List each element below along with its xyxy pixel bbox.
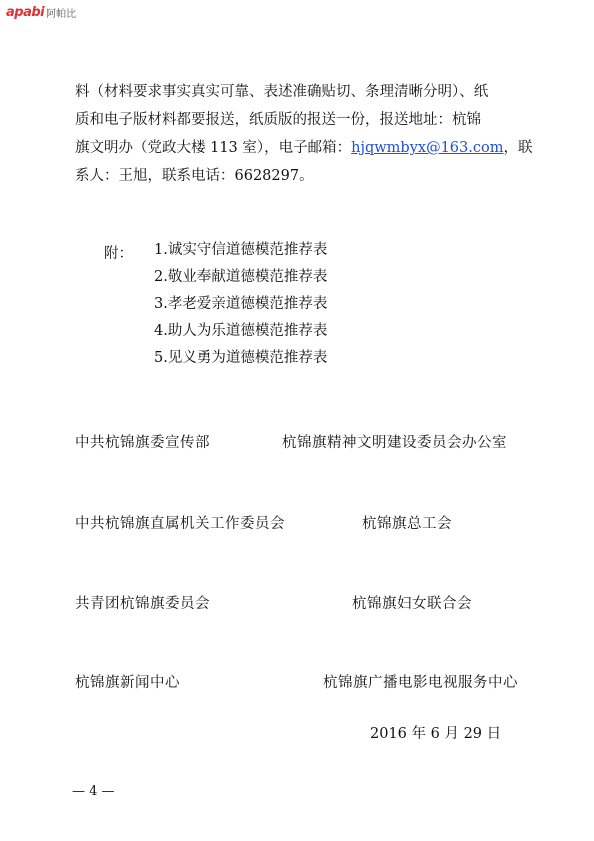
- attachment-item: 3.孝老爱亲道德模范推荐表: [154, 296, 328, 312]
- body-line-3: [75, 134, 533, 162]
- email-link[interactable]: hjqwmbyx@163.com: [351, 140, 504, 156]
- attachments-label: 附：: [104, 246, 133, 262]
- body-line-1: 料（材料要求事实真实可靠、表述准确贴切、条理清晰分明）、纸: [75, 84, 489, 100]
- body-line-3-text: 旗文明办（党政大楼 113 室），电子邮箱：: [75, 140, 352, 156]
- org-womens-federation: 杭锦旗妇女联合会: [352, 596, 472, 612]
- org-youth-league: 共青团杭锦旗委员会: [75, 596, 210, 612]
- body-paragraph: [75, 78, 533, 190]
- org-propaganda-dept: 中共杭锦旗委宣传部: [75, 435, 210, 451]
- apabi-name: 阿帕比: [46, 9, 77, 20]
- page-number: — 4 —: [72, 784, 115, 799]
- body-line-4: 系人：王旭，联系电话：6628297。: [75, 168, 314, 184]
- org-broadcast-center: 杭锦旗广播电影电视服务中心: [323, 675, 518, 691]
- attachment-item: 1.诚实守信道德模范推荐表: [154, 242, 328, 258]
- org-news-center: 杭锦旗新闻中心: [75, 675, 180, 691]
- body-line-2: 质和电子版材料都要报送，纸质版的报送一份，报送地址：杭锦: [75, 112, 481, 128]
- attachment-item: 4.助人为乐道德模范推荐表: [154, 323, 328, 339]
- attachment-item: 2.敬业奉献道德模范推荐表: [154, 269, 328, 285]
- org-civilization-office: 杭锦旗精神文明建设委员会办公室: [282, 435, 507, 451]
- attachment-item: 5.见义勇为道德模范推荐表: [154, 350, 328, 366]
- document-date: 2016 年 6 月 29 日: [370, 726, 502, 742]
- body-line-3-suffix: ，联: [503, 140, 533, 156]
- org-trade-union: 杭锦旗总工会: [362, 516, 452, 532]
- attachments-list: [154, 242, 327, 377]
- apabi-brand: apabi: [6, 5, 45, 20]
- apabi-watermark-logo: [6, 5, 76, 20]
- org-working-committee: 中共杭锦旗直属机关工作委员会: [75, 516, 285, 532]
